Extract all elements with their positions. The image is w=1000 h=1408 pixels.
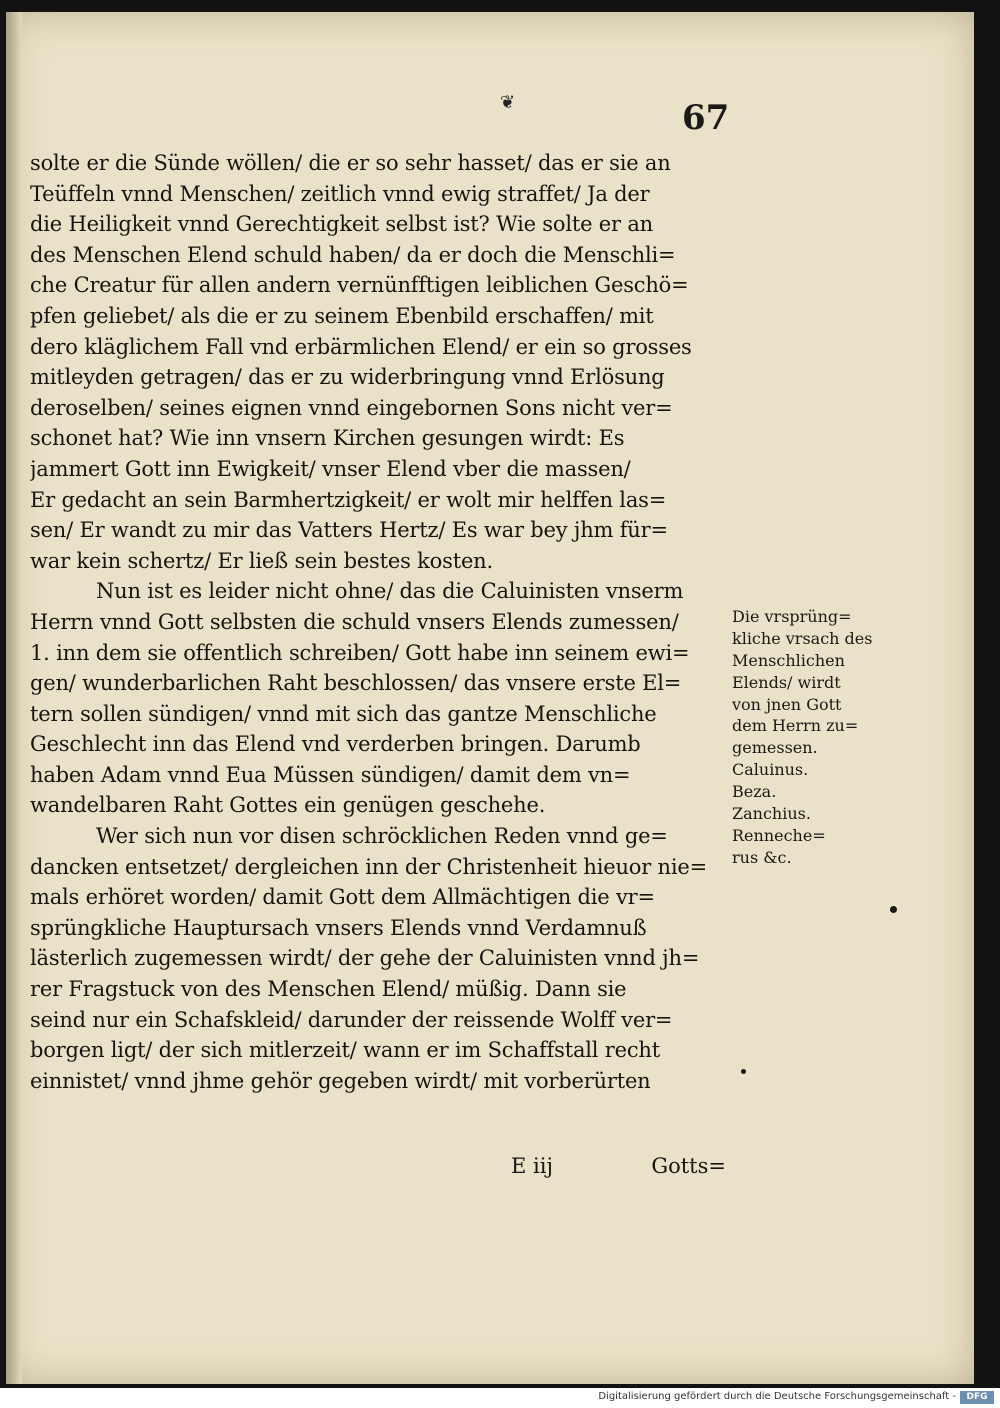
ink-dot [741, 1069, 746, 1074]
text-line: Teüffeln vnnd Menschen/ zeitlich vnnd ewig straffet/ Ja der [30, 181, 650, 206]
text-line: pfen geliebet/ als die er zu seinem Ebenbild erschaffen/ mit [30, 303, 654, 328]
book-page [6, 12, 974, 1384]
text-line: die Heiligkeit vnnd Gerechtigkeit selbst ist? Wie solte er an [30, 212, 653, 237]
text-line: war kein schertz/ Er ließ sein bestes kosten. [30, 548, 493, 573]
text-line: deroselben/ seines eignen vnnd eingebornen Sons nicht ver= [30, 395, 673, 420]
margin-note-line: dem Herrn zu= [732, 716, 859, 736]
head-ornament: ❦ [500, 92, 516, 113]
text-line: 1. inn dem sie offentlich schreiben/ Gott habe inn seinem ewi= [30, 640, 690, 665]
funding-credit: Digitalisierung gefördert durch die Deutsche Forschungsgemeinschaft - [598, 1391, 956, 1402]
text-line: solte er die Sünde wöllen/ die er so sehr hasset/ das er sie an [30, 151, 671, 175]
margin-note-line: rus &c. [732, 847, 792, 867]
margin-note-line: Menschlichen [732, 650, 845, 670]
margin-notes [732, 606, 912, 869]
text-line: borgen ligt/ der sich mitlerzeit/ wann er im Schaffstall recht [30, 1038, 660, 1063]
text-line: schonet hat? Wie inn vnsern Kirchen gesungen wirdt: Es [30, 426, 625, 451]
signature-mark: E iij [511, 1154, 553, 1178]
text-line: haben Adam vnnd Eua Müssen sündigen/ damit dem vn= [30, 762, 631, 787]
text-line: wandelbaren Raht Gottes ein genügen geschehe. [30, 793, 546, 818]
page-number: 67 [682, 98, 730, 138]
text-line: des Menschen Elend schuld haben/ da er doch die Menschli= [30, 242, 676, 267]
margin-note-line: Beza. [732, 782, 777, 802]
text-line: Wer sich nun vor disen schröcklichen Reden vnnd ge= [96, 824, 668, 849]
text-line: einnistet/ vnnd jhme gehör gegeben wirdt/ mit vorberürten [30, 1068, 651, 1093]
text-line: Er gedacht an sein Barmhertzigkeit/ er wolt mir helffen las= [30, 487, 667, 512]
margin-note-line: kliche vrsach des [732, 628, 873, 648]
text-line: tern sollen sündigen/ vnnd mit sich das gantze Menschliche [30, 701, 657, 726]
margin-note-line: Caluinus. [732, 760, 809, 780]
text-line: seind nur ein Schafskleid/ darunder der reissende Wolff ver= [30, 1007, 673, 1032]
main-text-block [30, 148, 742, 1096]
text-line: rer Fragstuck von des Menschen Elend/ müßig. Dann sie [30, 977, 627, 1002]
margin-note-line: von jnen Gott [732, 694, 842, 714]
page-gutter-edge [6, 12, 22, 1384]
text-line: jammert Gott inn Ewigkeit/ vnser Elend vber die massen/ [30, 456, 631, 481]
text-line: mals erhöret worden/ damit Gott dem Allmächtigen die vr= [30, 885, 655, 910]
text-line: che Creatur für allen andern vernünfftigen leiblichen Geschö= [30, 273, 689, 298]
text-line: gen/ wunderbarlichen Raht beschlossen/ das vnsere erste El= [30, 671, 682, 696]
text-line: sen/ Er wandt zu mir das Vatters Hertz/ Es war bey jhm für= [30, 518, 668, 543]
text-line: Geschlecht inn das Elend vnd verderben bringen. Darumb [30, 732, 641, 757]
text-line: lästerlich zugemessen wirdt/ der gehe der Caluinisten vnnd jh= [30, 946, 700, 971]
margin-note-line: gemessen. [732, 738, 818, 758]
margin-note-line: Elends/ wirdt [732, 672, 841, 692]
text-line: Herrn vnnd Gott selbsten die schuld vnsers Elends zumessen/ [30, 609, 679, 634]
margin-note-line: Die vrsprüng= [732, 607, 852, 626]
ink-dot [890, 906, 897, 913]
text-line: dancken entsetzet/ dergleichen inn der Christenheit hieuor nie= [30, 854, 707, 879]
text-line: dero kläglichem Fall vnd erbärmlichen Elend/ er ein so grosses [30, 334, 692, 359]
margin-note-line: Zanchius. [732, 804, 811, 824]
text-line: sprüngkliche Hauptursach vnsers Elends vnnd Verdamnuß [30, 915, 647, 940]
margin-note-line: Renneche= [732, 825, 826, 845]
dfg-logo: DFG [960, 1391, 994, 1404]
text-line: mitleyden getragen/ das er zu widerbringung vnnd Erlösung [30, 365, 665, 390]
footer-bar [0, 1388, 1000, 1408]
text-line: Nun ist es leider nicht ohne/ das die Caluinisten vnserm [96, 579, 684, 604]
catchword: Gotts= [651, 1154, 726, 1178]
